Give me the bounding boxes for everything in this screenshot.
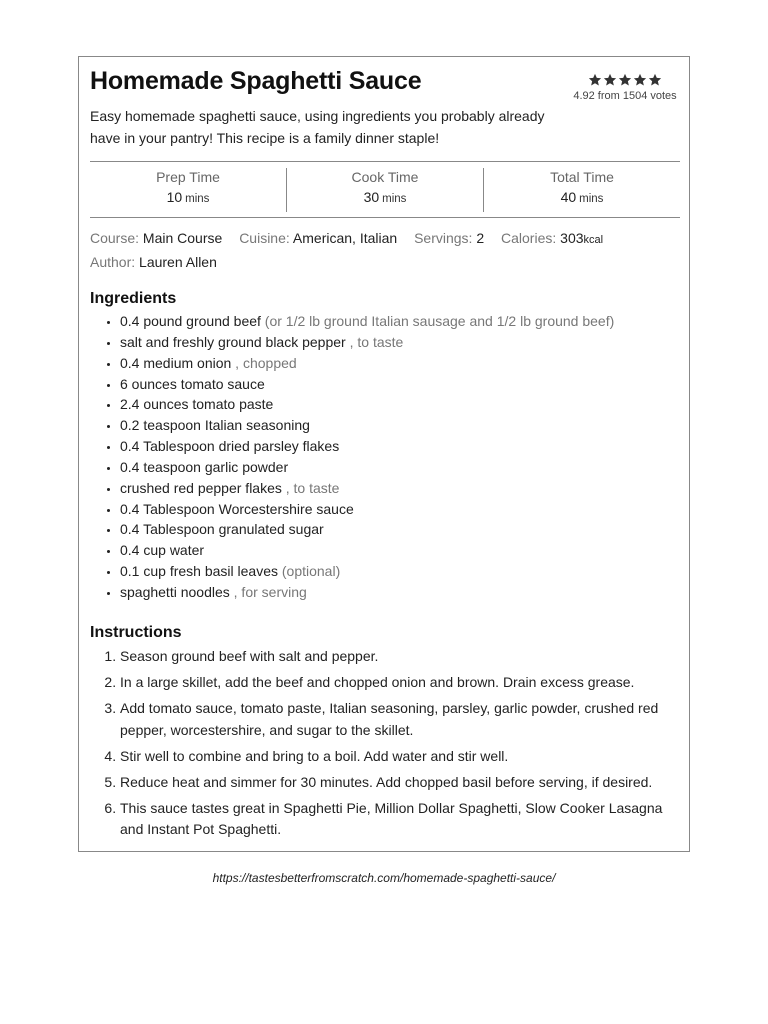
total-time: [483, 168, 680, 212]
recipe-meta: [90, 228, 680, 273]
instructions-heading: Instructions: [90, 624, 182, 641]
ingredient-item: [120, 540, 680, 561]
ingredients-heading: Ingredients: [90, 290, 177, 307]
prep-time: [90, 162, 286, 217]
ingredient-text: salt and freshly ground black pepper: [120, 333, 346, 350]
time-label: Total Time: [550, 169, 614, 185]
course: Course: Main Course: [90, 230, 223, 246]
ingredient-text: 0.1 cup fresh basil leaves: [120, 563, 278, 580]
time-unit: mins: [185, 193, 210, 205]
ingredient-note: , chopped: [231, 354, 297, 371]
ingredient-item: [120, 374, 680, 395]
recipe-card: [78, 56, 690, 852]
ingredient-item: [120, 499, 680, 520]
recipe-rating: [570, 73, 680, 102]
ingredient-item: [120, 519, 680, 540]
time-value: 40: [560, 189, 577, 205]
time-label: Cook Time: [351, 169, 419, 185]
ingredient-item: [120, 457, 680, 478]
ingredient-note: , for serving: [229, 583, 307, 600]
time-value: 10: [166, 189, 183, 205]
cook-time: [286, 168, 483, 212]
star-rating: [570, 73, 680, 87]
ingredient-item: [120, 394, 680, 415]
time-unit: mins: [382, 193, 407, 205]
instructions-list: [90, 646, 680, 845]
instruction-step: 2. In a large skillet, add the beef and chopped onion and brown. Drain excess grease.: [120, 672, 680, 694]
cuisine: Cuisine: American, Italian: [239, 230, 398, 246]
ingredients-list: [90, 311, 680, 603]
star-icon: [618, 73, 632, 87]
instruction-step: 3. Add tomato sauce, tomato paste, Italian seasoning, parsley, garlic powder, crushed red pepper, worcestershire, and sugar to the skillet.: [120, 698, 680, 741]
ingredient-text: 0.4 Tablespoon granulated sugar: [120, 521, 324, 538]
instruction-step: 6. This sauce tastes great in Spaghetti Pie, Million Dollar Spaghetti, Slow Cooker Lasagna and Instant Pot Spaghetti.: [120, 798, 680, 841]
ingredient-text: 2.4 ounces tomato paste: [120, 396, 274, 413]
ingredient-note: , to taste: [345, 333, 404, 350]
ingredient-note: (or 1/2 lb ground Italian sausage and 1/2 lb ground beef): [260, 313, 615, 329]
instruction-step: 4. Stir well to combine and bring to a boil. Add water and stir well.: [120, 746, 680, 768]
ingredient-text: 0.2 teaspoon Italian seasoning: [120, 417, 310, 434]
source-url[interactable]: https://tastesbetterfromscratch.com/homemade-spaghetti-sauce/: [212, 871, 556, 885]
ingredient-item: [120, 415, 680, 436]
ingredient-item: [120, 311, 680, 332]
recipe-title: Homemade Spaghetti Sauce: [90, 67, 422, 95]
ingredient-text: 0.4 cup water: [120, 542, 205, 559]
ingredient-item: [120, 478, 680, 499]
ingredient-note: , to taste: [281, 479, 340, 496]
ingredient-item: [120, 561, 680, 582]
ingredient-item: [120, 436, 680, 457]
star-icon: [603, 73, 617, 87]
ingredient-text: 6 ounces tomato sauce: [120, 375, 265, 392]
time-value: 30: [363, 189, 380, 205]
time-label: Prep Time: [156, 169, 220, 185]
star-icon: [633, 73, 647, 87]
author: Author: Lauren Allen: [90, 253, 217, 270]
ingredient-item: [120, 582, 680, 603]
ingredient-note: (optional): [277, 563, 341, 580]
instruction-step: 1. Season ground beef with salt and pepper.: [120, 646, 680, 668]
ingredient-text: 0.4 pound ground beef: [120, 313, 261, 329]
ingredient-text: 0.4 teaspoon garlic powder: [120, 458, 289, 475]
recipe-times: [90, 161, 680, 218]
instruction-step: 5. Reduce heat and simmer for 30 minutes. Add chopped basil before serving, if desired.: [120, 772, 680, 794]
star-icon: [648, 73, 662, 87]
recipe-summary: Easy homemade spaghetti sauce, using ingredients you probably already have in your pantry! This recipe is a family dinner staple!: [90, 108, 545, 146]
ingredient-item: [120, 332, 680, 353]
time-unit: mins: [579, 193, 604, 205]
servings: Servings: 2: [414, 230, 485, 246]
calories: Calories: 303kcal: [501, 230, 604, 246]
ingredient-text: 0.4 Tablespoon Worcestershire sauce: [120, 500, 354, 517]
ingredient-text: 0.4 Tablespoon dried parsley flakes: [120, 438, 340, 455]
ingredient-text: crushed red pepper flakes: [120, 479, 282, 496]
star-icon: [588, 73, 602, 87]
ingredient-item: [120, 353, 680, 374]
rating-votes: 4.92 from 1504 votes: [573, 90, 677, 102]
ingredient-text: spaghetti noodles: [120, 583, 230, 600]
ingredient-text: 0.4 medium onion: [120, 354, 232, 371]
